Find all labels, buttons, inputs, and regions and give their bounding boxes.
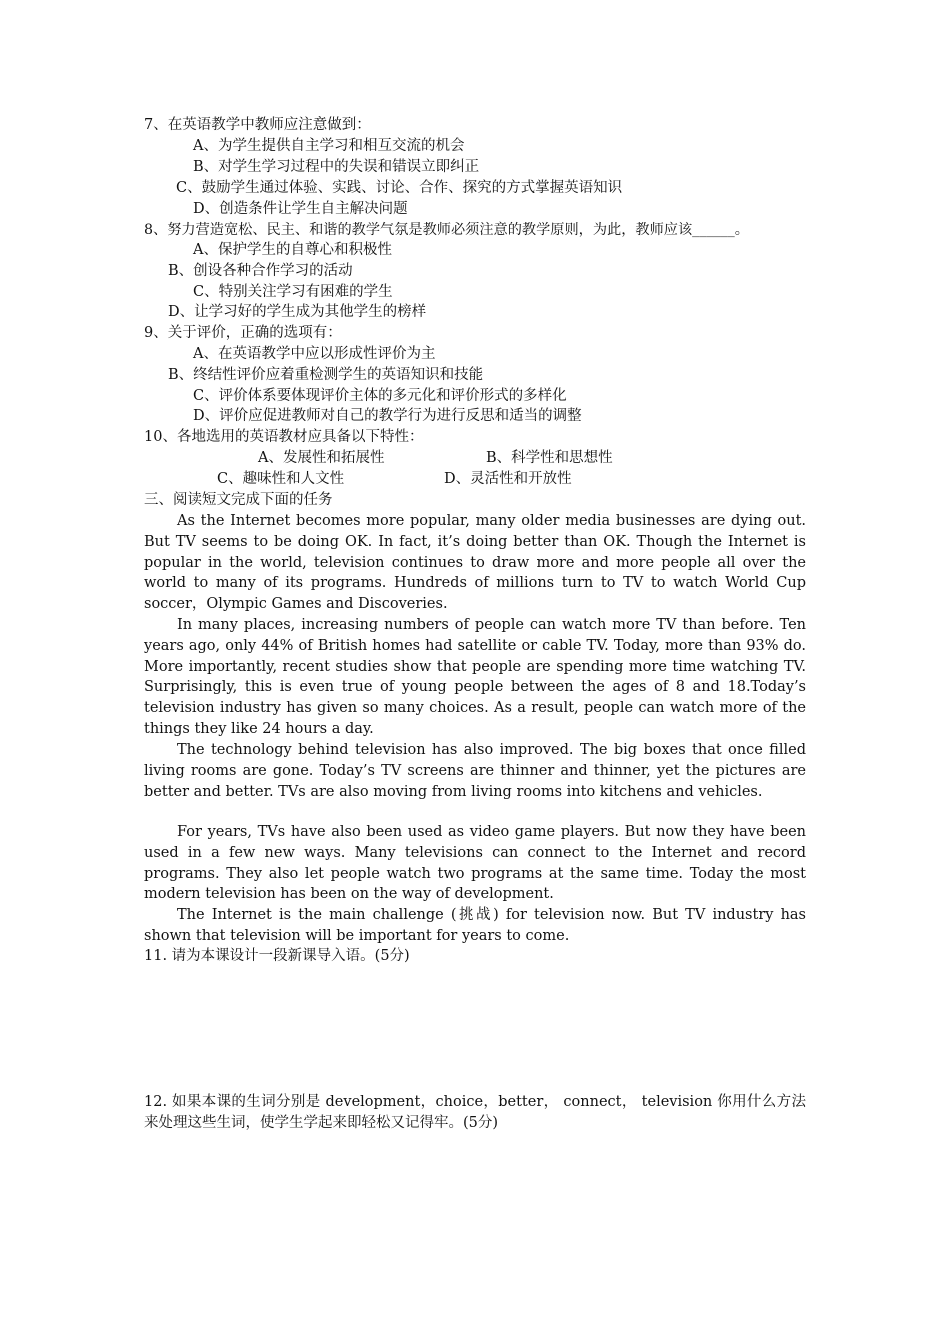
q9-stem: 9、关于评价，正确的选项有： xyxy=(144,325,342,341)
q8-option-b: B、创设各种合作学习的活动 xyxy=(168,263,353,279)
q8-option-a: A、保护学生的自尊心和积极性 xyxy=(193,242,392,258)
q10-option-a: A、发展性和拓展性 xyxy=(258,450,385,466)
section-heading: 三、阅读短文完成下面的任务 xyxy=(144,492,333,508)
q9-option-b: B、终结性评价应着重检测学生的英语知识和技能 xyxy=(168,367,484,383)
q10-option-c: C、趣味性和人文性 xyxy=(217,471,345,487)
q10-option-b: B、科学性和思想性 xyxy=(486,450,613,466)
q7-option-c: C、鼓励学生通过体验、实践、讨论、合作、探究的方式掌握英语知识 xyxy=(176,180,623,196)
q8-option-c: C、特别关注学习有困难的学生 xyxy=(193,284,393,300)
q7-option-a: A、为学生提供自主学习和相互交流的机会 xyxy=(193,138,465,154)
passage-paragraph-5: The Internet is the main challenge (挑战) for television now. But TV industry has shown that television will be important for years to come. xyxy=(144,907,806,944)
q8-option-d: D、让学习好的学生成为其他学生的榜样 xyxy=(168,304,427,320)
q7-option-b: B、对学生学习过程中的失误和错误立即纠正 xyxy=(193,159,480,175)
q10-option-d: D、灵活性和开放性 xyxy=(444,471,572,487)
passage-paragraph-1: As the Internet becomes more popular, many older media businesses are dying out. But TV seems to be doing OK. In fact, it’s doing better than OK. Though the Internet is popular in the world, television continues to draw more and more people all over the world to many of its programs. Hundreds of millions turn to TV to watch World Cup soccer，Olympic Games and Discoveries. xyxy=(144,513,806,613)
q8-stem: 8、努力营造宽松、民主、和谐的教学气氛是教师必须注意的教学原则，为此，教师应该______。 xyxy=(144,222,749,238)
q9-option-d: D、评价应促进教师对自己的教学行为进行反思和适当的调整 xyxy=(193,408,582,424)
passage-paragraph-2: In many places, increasing numbers of people can watch more TV than before. Ten years ago, only 44% of British homes had satellite or cable TV. Today, more than 93% do. More importantly, recent studies show that people are spending more time watching TV. Surprisingly, this is even true of young people between the ages of 8 and 18.Today’s television industry has given so many choices. As a result, people can watch more of the things they like 24 hours a day. xyxy=(144,617,806,737)
q9-option-c: C、评价体系要体现评价主体的多元化和评价形式的多样化 xyxy=(193,388,567,404)
passage-paragraph-4: For years, TVs have also been used as video game players. But now they have been used in a few new ways. Many televisions can connect to the Internet and record programs. They also let people watch two programs at the same time. Today the most modern television has been on the way of development. xyxy=(144,824,806,903)
passage-paragraph-3: The technology behind television has also improved. The big boxes that once filled living rooms are gone. Today’s TV screens are thinner and thinner, yet the pictures are better and better. TVs are also moving from living rooms into kitchens and vehicles. xyxy=(144,742,806,800)
q7-stem: 7、在英语教学中教师应注意做到： xyxy=(144,117,371,133)
q12-text: 12. 如果本课的生词分别是 development，choice，better， connect， television 你用什么方法来处理这些生词，使学生学起来即轻松又记得牢。(5分) xyxy=(144,1094,806,1131)
q7-option-d: D、创造条件让学生自主解决问题 xyxy=(193,201,408,217)
q9-option-a: A、在英语教学中应以形成性评价为主 xyxy=(193,346,436,362)
q11-text: 11. 请为本课设计一段新课导入语。(5分) xyxy=(144,948,410,964)
q10-stem: 10、各地选用的英语教材应具备以下特性： xyxy=(144,429,424,445)
